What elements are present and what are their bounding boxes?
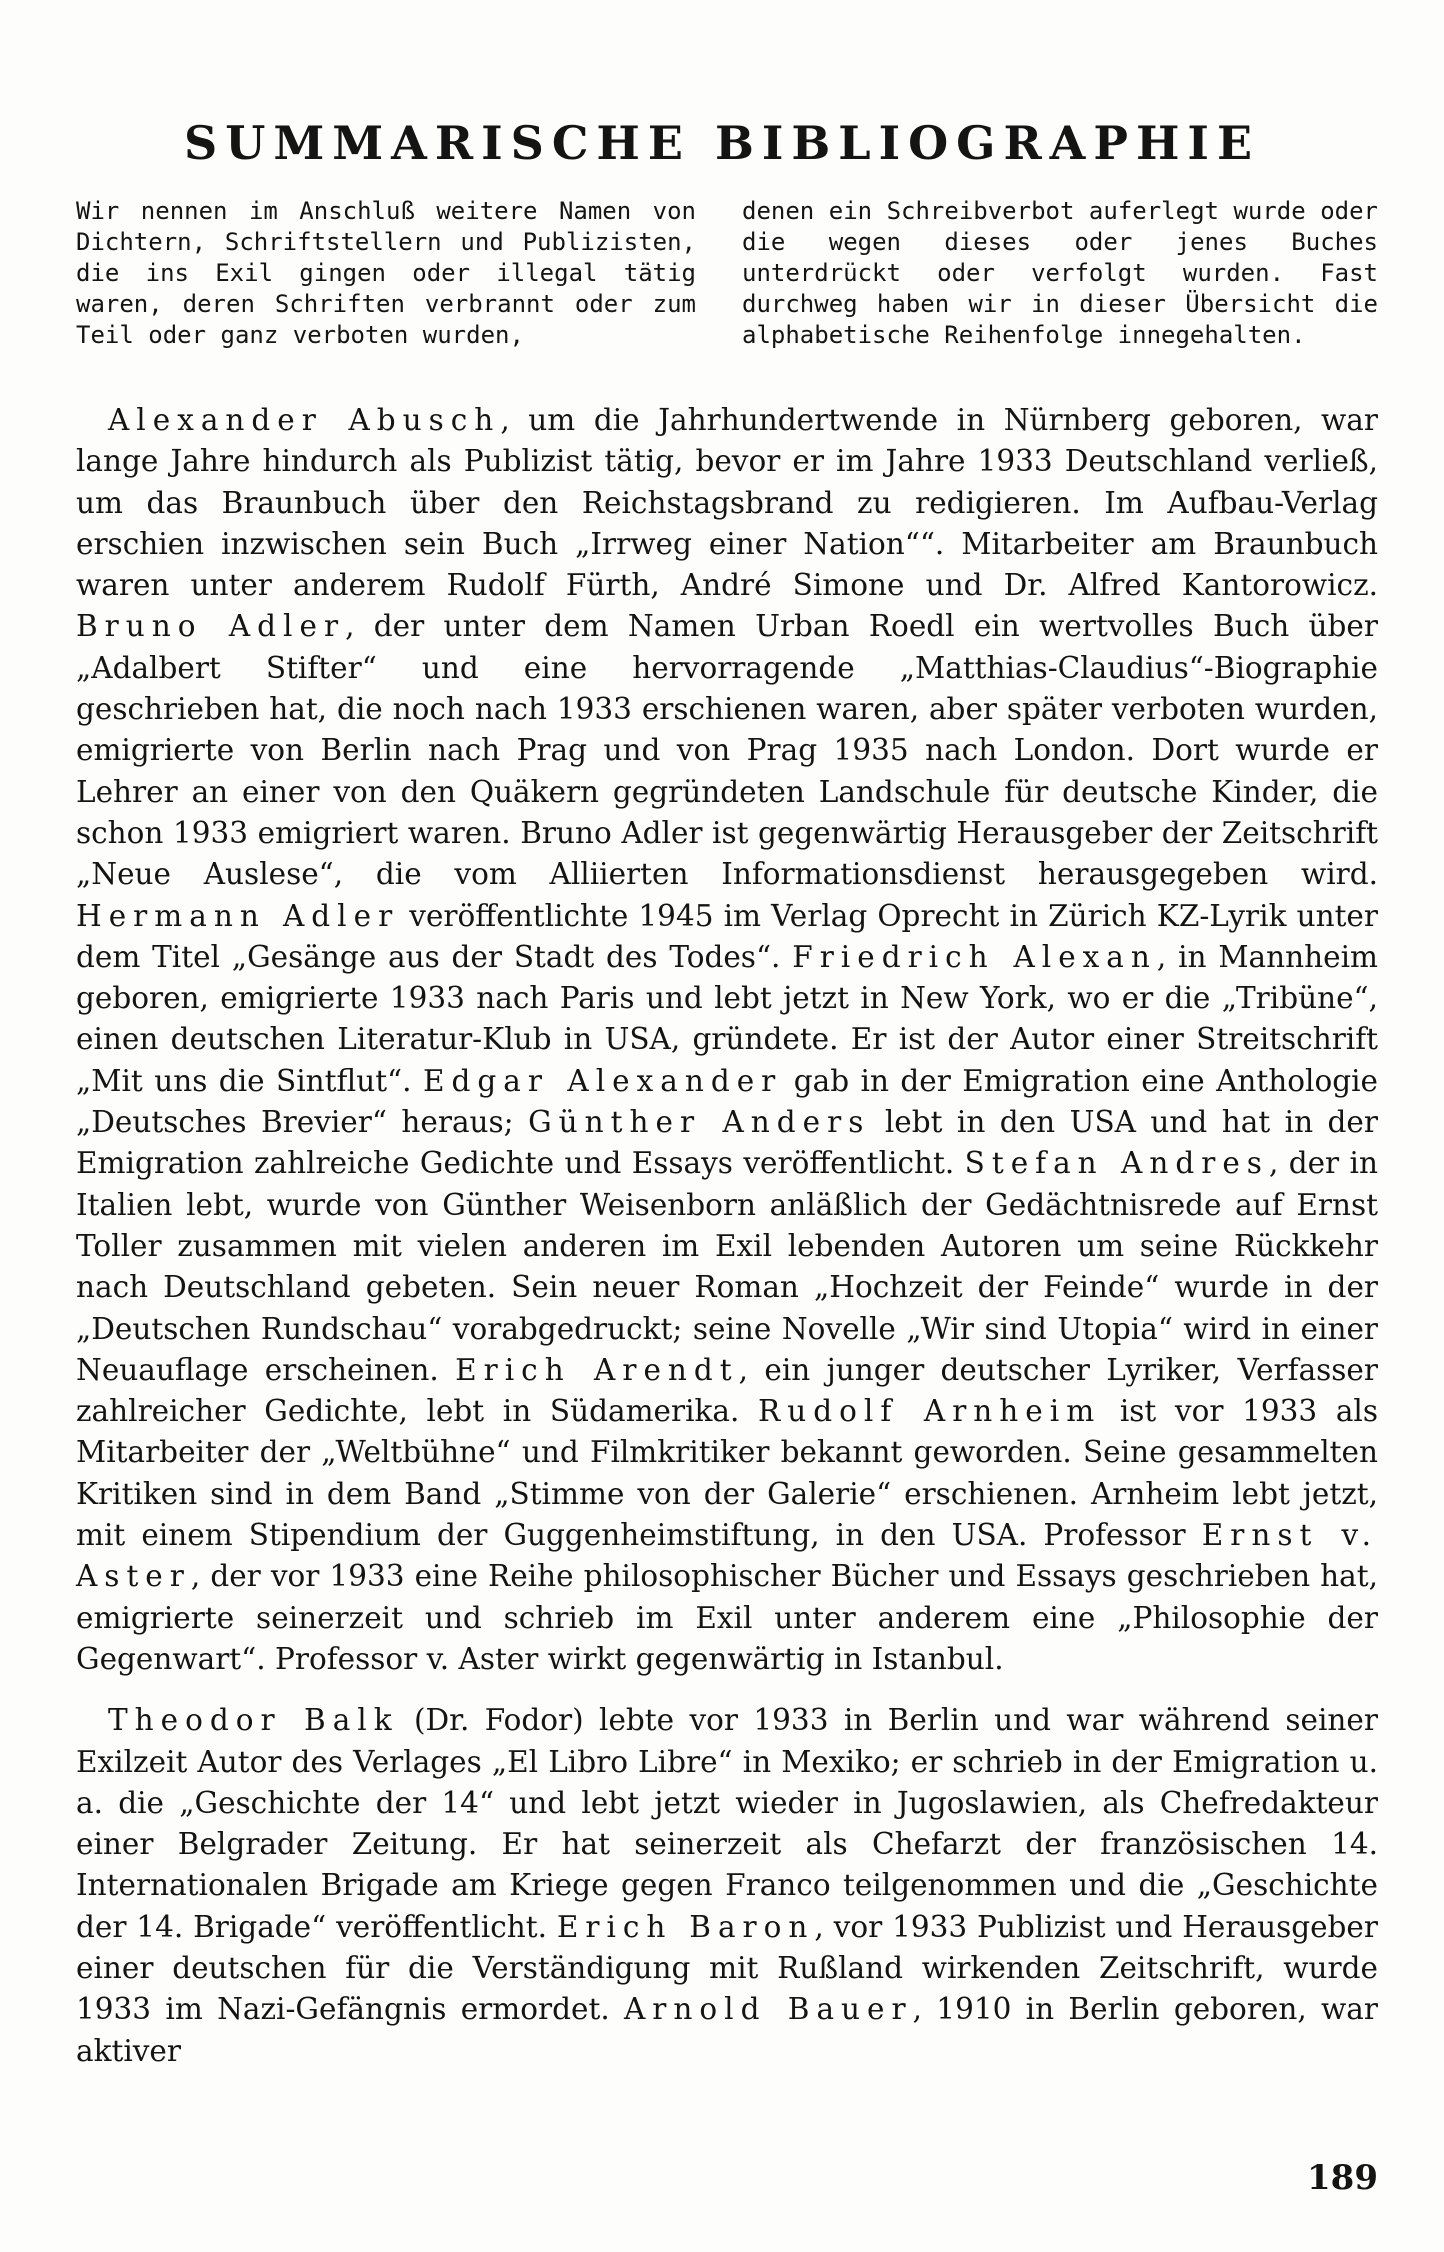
intro-block [76, 196, 1378, 351]
author-name: Erich Arendt [455, 1352, 739, 1387]
author-name: Theodor Balk [108, 1703, 399, 1738]
paragraph-text: ist vor 1933 als Mitarbeiter der „Weltbühne“ und Filmkritiker bekannt geworden. Seine gesammelten Kritiken sind in dem Band „Stimme von der Galerie“ erschienen. Arnheim lebt jetzt, mit einem Stipendium der Guggenheimstiftung, in den USA. Professor [76, 1394, 1378, 1553]
author-name: Edgar Alexander [422, 1063, 783, 1098]
intro-right-column: denen ein Schreibverbot auferlegt wurde oder die wegen dieses oder jenes Buches unterdrückt oder verfolgt wurden. Fast durchweg haben wir in dieser Übersicht die alphabetische Reihenfolge innegehalten. [742, 197, 1378, 349]
paragraph-text: , vor 1933 Publizist und Herausgeber einer deutschen für die Verständigung mit Rußland wirkenden Zeitschrift, wurde 1933 im Nazi-Gefängnis ermordet. [76, 1909, 1378, 2027]
author-name: Günther Anders [528, 1105, 871, 1140]
page-number: 189 [1307, 2158, 1378, 2198]
author-name: Erich Baron [556, 1909, 815, 1944]
author-name: Friedrich Alexan [792, 939, 1157, 974]
paragraph-text: , in Mannheim geboren, emigrierte 1933 nach Paris und lebt jetzt in New York, wo er die „Tribüne“, einen deutschen Literatur-Klub in USA, gründete. Er ist der Autor einer Streitschrift „Mit uns die Sintflut“. [76, 939, 1378, 1098]
intro-left-column: Wir nennen im Anschluß weitere Namen von Dichtern, Schriftstellern und Publizisten, die ins Exil gingen oder illegal tätig waren, deren Schriften verbrannt oder zum Teil oder ganz verboten wurden, [76, 197, 696, 349]
paragraph-text: , der vor 1933 eine Reihe philosophischer Bücher und Essays geschrieben hat, emigrierte seinerzeit und schrieb im Exil unter anderem eine „Philosophie der Gegenwart“. Professor v. Aster wirkt gegenwärtig in Istanbul. [76, 1559, 1378, 1676]
paragraph-text: , um die Jahrhundertwende in Nürnberg geboren, war lange Jahre hindurch als Publizist tätig, bevor er im Jahre 1933 Deutschland verließ, um das Braunbuch über den Reichstagsbrand zu redigieren. Im Aufbau-Verlag erschien inzwischen sein Buch „Irrweg einer Nation““. Mitarbeiter am Braunbuch waren unter anderem Rudolf Fürth, André Simone und Dr. Alfred Kantorowicz. [76, 403, 1378, 603]
author-name: Stefan Andres [964, 1146, 1269, 1181]
paragraph-text: gab in der Emigration eine Anthologie „Deutsches Brevier“ heraus; [76, 1063, 1378, 1140]
paragraph-text: , 1910 in Berlin geboren, war aktiver [76, 1992, 1379, 2068]
page-title: SUMMARISCHE BIBLIOGRAPHIE [183, 115, 1261, 170]
author-name: Rudolf Arnheim [758, 1394, 1102, 1429]
paragraph-text: , der in Italien lebt, wurde von Günther Weisenborn anläßlich der Gedächtnisrede auf Ernst Toller zusammen mit vielen anderen im Exil lebenden Autoren um seine Rückkehr nach Deutschland gebeten. Sein neuer Roman „Hochzeit der Feinde“ wurde in der „Deutschen Rundschau“ vorabgedruckt; seine Novelle „Wir sind Utopia“ wird in einer Neuauflage erscheinen. [76, 1146, 1378, 1387]
paragraph-text: (Dr. Fodor) lebte vor 1933 in Berlin und war während seiner Exilzeit Autor des Verlages „El Libro Libre“ in Mexiko; er schrieb in der Emigration u. a. die „Geschichte der 14“ und lebt jetzt wieder in Jugoslawien, als Chefredakteur einer Belgrader Zeitung. Er hat seinerzeit als Chefarzt der französischen 14. Internationalen Brigade am Kriege gegen Franco teilgenommen und die „Geschichte der 14. Brigade“ veröffentlicht. [76, 1703, 1378, 1944]
author-name: Alexander Abusch [108, 403, 501, 437]
paragraph-text: , der unter dem Namen Urban Roedl ein wertvolles Buch über „Adalbert Stifter“ und eine hervorragende „Matthias-Claudius“-Biographie geschrieben hat, die noch nach 1933 erschienen waren, aber später verboten wurden, emigrierte von Berlin nach Prag und von Prag 1935 nach London. Dort wurde er Lehrer an einer von den Quäkern gegründeten Landschule für deutsche Kinder, die schon 1933 emigriert waren. Bruno Adler ist gegenwärtig Herausgeber der Zeitschrift „Neue Auslese“, die vom Alliierten Informationsdienst herausgegeben wird. [76, 609, 1378, 892]
author-name: Hermann Adler [76, 898, 400, 933]
paragraph-a [76, 400, 1378, 1680]
paragraph-b [76, 1700, 1378, 2072]
bibliography-body [76, 400, 1378, 2072]
paragraph-text: , ein junger deutscher Lyriker, Verfasser zahlreicher Gedichte, lebt in Südamerika. [76, 1352, 1378, 1429]
author-name: Ernst v. Aster [76, 1518, 1378, 1594]
author-name: Arnold Bauer [624, 1992, 913, 2027]
paragraph-text: lebt in den USA und hat in der Emigration zahlreiche Gedichte und Essays veröffentlicht. [76, 1105, 1378, 1181]
paragraph-text: veröffentlichte 1945 im Verlag Oprecht in Zürich KZ-Lyrik unter dem Titel „Gesänge aus der Stadt des Todes“. [76, 898, 1378, 974]
author-name: Bruno Adler [76, 609, 346, 644]
